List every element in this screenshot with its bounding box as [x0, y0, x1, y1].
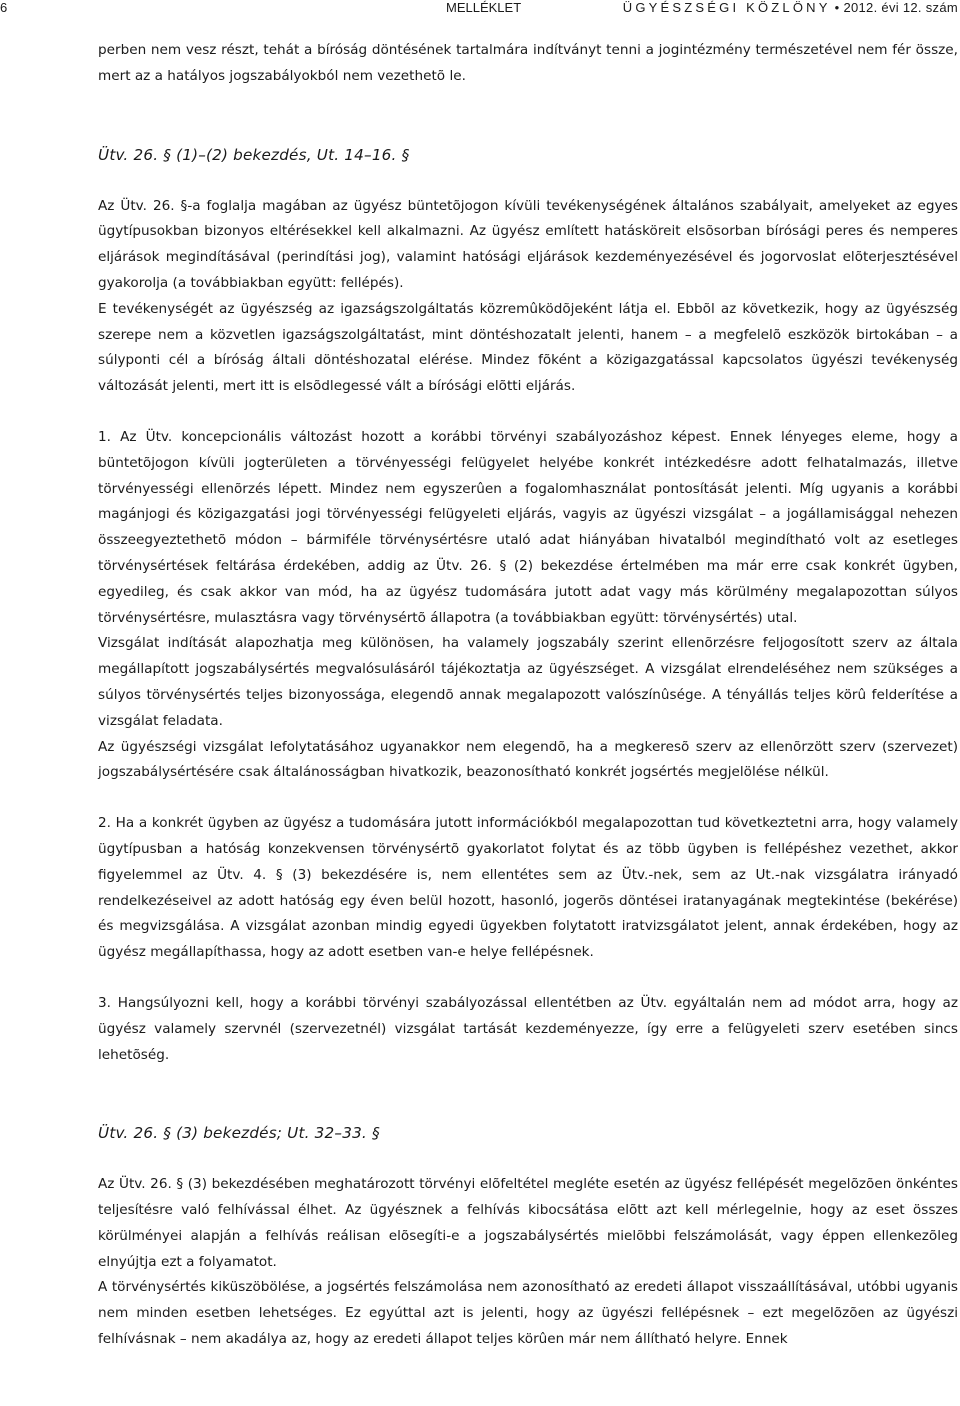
spacer — [98, 90, 958, 142]
section-heading: Ütv. 26. § (1)–(2) bekezdés, Ut. 14–16. § — [98, 145, 410, 164]
bullet-separator: • — [834, 0, 840, 15]
spacer — [98, 1146, 958, 1172]
paragraph: Az ügyészségi vizsgálat lefolytatásához ugyanakkor nem elegendõ, ha a megkeresõ szerv az ellenõrzött szerv (szervezet) jogszabálysértésére csak általánosságban hivatkozik, beazonosítható konkrét jogsértés megjelölése nélkül. — [98, 738, 958, 781]
paragraph: E tevékenységét az ügyészség az igazságszolgáltatás közremûködõjeként látja el. Ebbõl az következik, hogy az ügyészség szerepe nem a közvetlen igazságszolgáltatást, mint döntéshozatalt jelenti, hanem – a megfelelõ eszközök birtokában – a súlyponti cél a bíróság általi döntéshozatal elérése. Mindez fõként a közigazgatással kapcsolatos ügyészi tevékenység változását jelenti, mert itt is elsõdlegessé vált a bírósági elõtti eljárás. — [98, 300, 958, 395]
paragraph: 2. Ha a konkrét ügyben az ügyész a tudomására jutott információkból megalapozottan tud következtetni arra, hogy valamely ügytípusban a hatóság konzekvensen törvénysértõ gyakorlatot folytat és az több ügyben is fellépéshez vezethet, akkor figyelemmel az Ütv. 4. § (3) bekezdésére is, nem ellentétes sem az Ütv.-nek, sem az Ut.-nak vizsgálatra irányadó rendelkezéseivel az adott hatóság egy éven belül hozott, hasonló, jogerõs döntései iratanyagának megtekintése (bekérése) és megvizsgálása. A vizsgálat azonban mindig egyedi ügyekben folytatott iratvizsgálatot jelent, annak érdekében, hogy az ügyész megállapíthassa, hogy az adott esetben van-e helye fellépésnek. — [98, 815, 958, 961]
document-body — [98, 38, 958, 1353]
paragraph: A törvénysértés kiküszöbölése, a jogsértés felszámolása nem azonosítható az eredeti állapot visszaállításával, utóbbi ugyanis nem minden esetben lehetséges. Ez egyúttal azt is jelenti, hogy az ügyészi fellépésnek – ezt megelõzõen az ügyészi felhívásnak – nem akadálya az, hogy az eredeti állapot teljes körûen már nem állítható helyre. Ennek — [98, 1279, 958, 1348]
spacer — [98, 966, 958, 991]
spacer — [98, 1068, 958, 1120]
section-label: MELLÉKLET — [446, 0, 522, 15]
spacer — [98, 786, 958, 811]
paragraph: Az Ütv. 26. §-a foglalja magában az ügyész büntetõjogon kívüli tevékenységének általános szabályait, amelyeket az egyes ügytípusokban bizonyos eltérésekkel kell alkalmazni. Az ügyész említett hatásköreit elsõsorban bírósági peres és nemperes eljárások megindításával (perindítási jog), valamint hatósági eljárások kezdeményezésével és jogorvoslat elõterjesztésével gyakorolja (a továbbiakban együtt: fellépés). — [98, 197, 958, 291]
paragraph: perben nem vesz részt, tehát a bíróság döntésének tartalmára indítványt tenni a jogintézmény természetével nem fér össze, mert az a hatályos jogszabályokból nem vezethetõ le. — [98, 42, 958, 84]
journal-name: ÜGYÉSZSÉGI KÖZLÖNY — [622, 0, 831, 15]
paragraph: Vizsgálat indítását alapozhatja meg különösen, ha valamely jogszabály szerint ellenõrzésre feljogosított szerv az általa megállapított jogszabálysértés megvalósulásáról tájékoztatja az ügyészséget. A vizsgálat elrendeléséhez nem szükséges a súlyos törvénysértés teljes bizonyossága, elegendõ annak megalapozott valószínûsége. A tényállás teljes körû felderítése a vizsgálat feladata. — [98, 635, 958, 729]
page-header — [0, 0, 960, 20]
spacer — [98, 168, 958, 194]
journal-info — [623, 0, 958, 16]
section-heading: Ütv. 26. § (3) bekezdés; Ut. 32–33. § — [98, 1124, 380, 1143]
paragraph: Az Ütv. 26. § (3) bekezdésében meghatározott törvényi elõfeltétel megléte esetén az ügyész fellépését megelõzõen önkéntes teljesítésre való felhívással élhet. Az ügyésznek a felhívás kibocsátása elõtt azt kell mérlegelnie, hogy az eset összes körülményei alapján a felhívás reálisan elõsegíti-e a jogszabálysértés mielõbbi felszámolását, vagy éppen ellenkezõleg elnyújtja ezt a folyamatot. — [98, 1176, 958, 1270]
spacer — [98, 400, 958, 425]
paragraph: 1. Az Ütv. koncepcionális változást hozott a korábbi törvényi szabályozáshoz képest. Ennek lényeges eleme, hogy a büntetõjogon kívüli jogterületen a törvényességi felügyelet helyébe konkrét intézkedésre adott felhatalmazás, illetve törvényességi ellenõrzés lépett. Mindez nem egyszerûen a fogalomhasználat pontosítását jelenti. Míg ugyanis a korábbi magánjogi és közigazgatási jogi törvényességi felügyeleti eljárás, vagyis az ügyészi vizsgálat – a jogállamisággal nehezen összeegyeztethetõ módon – bármiféle törvénysértésre utaló adat hiányában hivatalból megindítható volt az esetleges törvénysértések feltárása érdekében, addig az Ütv. 26. § (2) bekezdése értelmében ma már erre csak konkrét ügyben, egyedileg, és csak akkor van mód, ha az ügyész tudomására jutott adat vagy más körülmény megalapozottan súlyos törvénysértésre, mulasztásra vagy törvénysértõ állapotra (a továbbiakban együtt: törvénysértés) utal. — [98, 428, 958, 626]
paragraph: 3. Hangsúlyozni kell, hogy a korábbi törvényi szabályozással ellentétben az Ütv. egyáltalán nem ad módot arra, hogy az ügyész valamely szervnél (szervezetnél) vizsgálat tartását kezdeményezze, így erre a felügyeleti szerv esetében sincs lehetõség. — [98, 994, 958, 1063]
issue-label: 2012. évi 12. szám — [843, 0, 958, 15]
page-number: 6 — [0, 0, 8, 15]
